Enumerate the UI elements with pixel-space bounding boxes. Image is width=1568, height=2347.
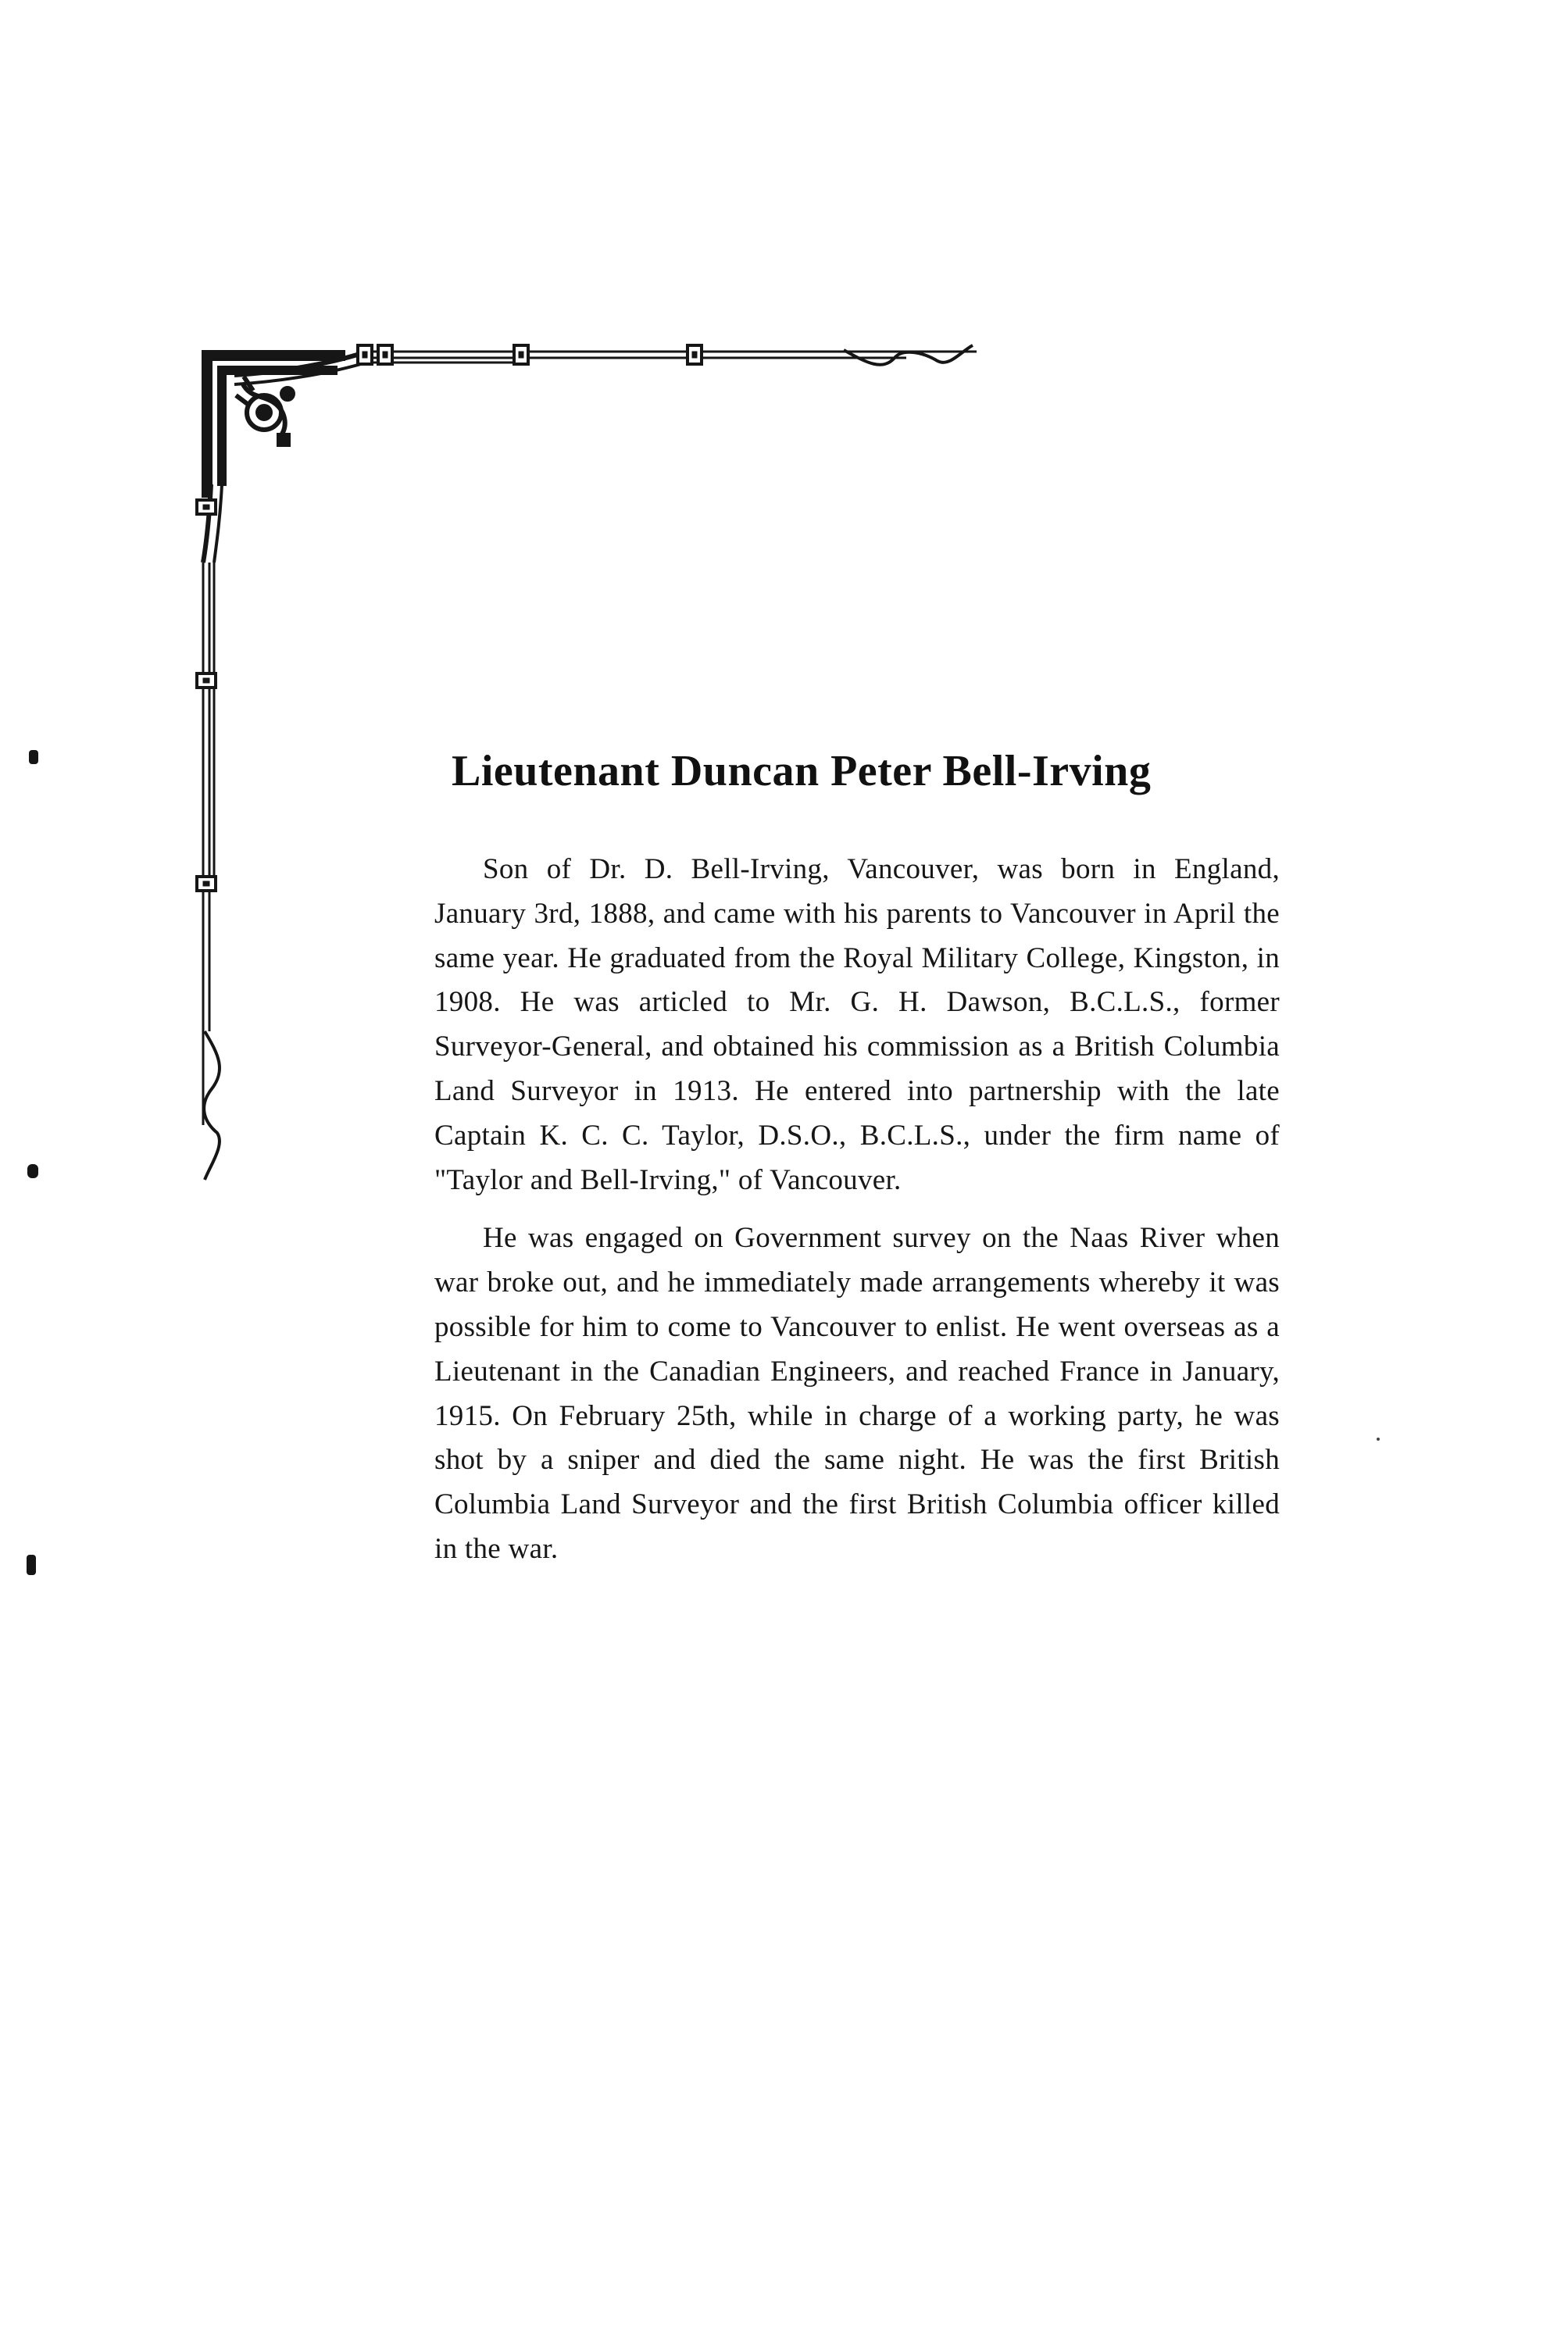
scan-speck: [29, 750, 38, 764]
scan-speck: [27, 1164, 38, 1178]
paragraph-1: Son of Dr. D. Bell-Irving, Vancouver, was born in England, January 3rd, 1888, and came with his parents to Vancouver in April the same year. He graduated from the Royal Military College, Kingston, in 1908. He was articled to Mr. G. H. Dawson, B.C.L.S., former Surveyor-General, and obtained his commission as a British Columbia Land Surveyor in 1913. He entered into partnership with the late Captain K. C. C. Taylor, D.S.O., B.C.L.S., under the firm name of "Taylor and Bell-Irving," of Vancouver.: [434, 853, 1280, 1196]
page-title: Lieutenant Duncan Peter Bell-Irving: [452, 747, 1152, 795]
scan-speck: [27, 1555, 36, 1575]
article-body: [434, 848, 1280, 1586]
scan-dot: [1377, 1438, 1380, 1441]
paragraph-2: He was engaged on Government survey on the Naas River when war broke out, and he immediately made arrangements whereby it was possible for him to come to Vancouver to enlist. He went overseas as a Lieutenant in the Canadian Engineers, and reached France in January, 1915. On February 25th, while in charge of a working party, he was shot by a sniper and died the same night. He was the first British Columbia Land Surveyor and the first British Columbia officer killed in the war.: [434, 1222, 1280, 1565]
